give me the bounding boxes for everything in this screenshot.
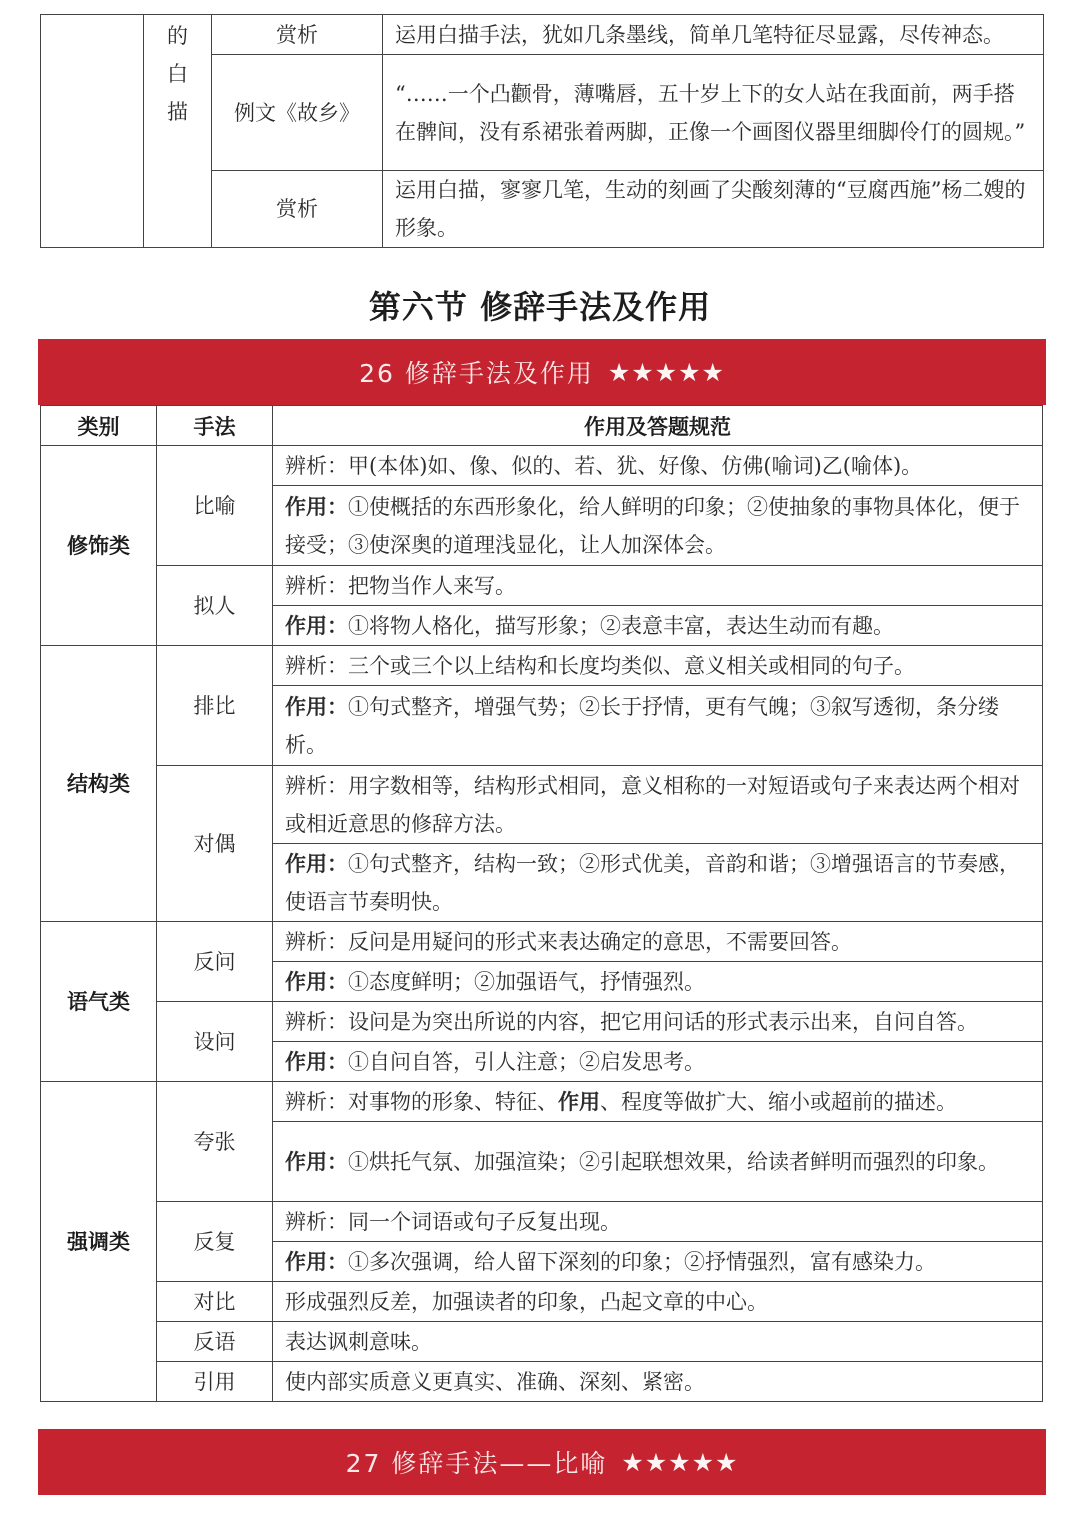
row-label: 例文《故乡》 [212, 55, 383, 171]
technique-cell: 拟人 [157, 566, 273, 646]
analysis-text: 设问是为突出所说的内容，把它用问话的形式表示出来，自问自答。 [348, 1009, 978, 1034]
function-text: ①态度鲜明；②加强语气，抒情强烈。 [348, 969, 705, 994]
section-banner [38, 339, 1046, 405]
function-cell [273, 1042, 1043, 1082]
row-text: 运用白描，寥寥几笔，生动的刻画了尖酸刻薄的“豆腐西施”杨二嫂的形象。 [383, 171, 1044, 248]
function-prefix: 作用： [285, 1049, 348, 1074]
analysis-prefix: 辨析： [285, 929, 348, 954]
vertical-char: 描 [167, 100, 188, 124]
header-technique: 手法 [157, 406, 273, 446]
function-text-cell: 形成强烈反差，加强读者的印象，凸起文章的中心。 [273, 1282, 1043, 1322]
vertical-label-cell [144, 15, 212, 248]
analysis-text: 甲(本体)如、像、似的、若、犹、好像、仿佛(喻词)乙(喻体)。 [348, 453, 923, 478]
function-text-cell: 使内部实质意义更真实、准确、深刻、紧密。 [273, 1362, 1043, 1402]
function-text: ①多次强调，给人留下深刻的印象；②抒情强烈，富有感染力。 [348, 1249, 936, 1274]
analysis-text: 用字数相等，结构形式相同，意义相称的一对短语或句子来表达两个相对或相近意思的修辞方法。 [285, 773, 1020, 836]
function-prefix: 作用： [285, 969, 348, 994]
analysis-text: 三个或三个以上结构和长度均类似、意义相关或相同的句子。 [348, 653, 915, 678]
star-rating: ★★★★★ [607, 357, 725, 387]
function-cell [273, 1242, 1043, 1282]
technique-cell: 引用 [157, 1362, 273, 1402]
vertical-char: 的 [167, 24, 188, 48]
category-cell: 结构类 [41, 646, 157, 922]
analysis-cell [273, 1002, 1043, 1042]
function-text: ①烘托气氛、加强渲染；②引起联想效果，给读者鲜明而强烈的印象。 [348, 1149, 999, 1174]
function-text: ①句式整齐，结构一致；②形式优美，音韵和谐；③增强语言的节奏感，使语言节奏明快。 [285, 851, 1020, 914]
function-prefix: 作用： [285, 1149, 348, 1174]
analysis-cell [273, 1082, 1043, 1122]
row-text: 运用白描手法，犹如几条墨线，简单几笔特征尽显露，尽传神态。 [383, 15, 1044, 55]
row-label: 赏析 [212, 15, 383, 55]
function-cell [273, 606, 1043, 646]
analysis-bold-term: 作用 [558, 1089, 600, 1114]
analysis-prefix: 辨析： [285, 453, 348, 478]
baimiao-table [40, 14, 1044, 248]
analysis-cell [273, 1202, 1043, 1242]
header-category: 类别 [41, 406, 157, 446]
star-rating: ★★★★★ [621, 1447, 739, 1477]
function-prefix: 作用： [285, 851, 348, 876]
technique-cell: 对比 [157, 1282, 273, 1322]
analysis-cell [273, 446, 1043, 486]
technique-cell: 反问 [157, 922, 273, 1002]
analysis-text: 把物当作人来写。 [348, 573, 516, 598]
analysis-text: 同一个词语或句子反复出现。 [348, 1209, 621, 1234]
analysis-prefix: 辨析： [285, 1209, 348, 1234]
banner-title: 26 修辞手法及作用 [359, 359, 594, 388]
vertical-char: 白 [167, 62, 188, 86]
function-prefix: 作用： [285, 494, 348, 519]
analysis-prefix: 辨析： [285, 1009, 348, 1034]
technique-cell: 对偶 [157, 766, 273, 922]
technique-cell: 夸张 [157, 1082, 273, 1202]
function-cell [273, 844, 1043, 922]
row-text: “……一个凸颧骨，薄嘴唇，五十岁上下的女人站在我面前，两手搭在髀间，没有系裙张着两脚，正像一个画图仪器里细脚伶仃的圆规。” [383, 55, 1044, 171]
function-prefix: 作用： [285, 613, 348, 638]
analysis-prefix: 辨析： [285, 1089, 348, 1114]
analysis-text: 、程度等做扩大、缩小或超前的描述。 [600, 1089, 957, 1114]
row-label: 赏析 [212, 171, 383, 248]
section-title: 第六节 修辞手法及作用 [368, 288, 712, 326]
analysis-text: 对事物的形象、特征、 [348, 1089, 558, 1114]
technique-cell: 设问 [157, 1002, 273, 1082]
function-prefix: 作用： [285, 1249, 348, 1274]
function-text-cell: 表达讽刺意味。 [273, 1322, 1043, 1362]
category-cell: 语气类 [41, 922, 157, 1082]
analysis-cell [273, 566, 1043, 606]
technique-cell: 反语 [157, 1322, 273, 1362]
analysis-prefix: 辨析： [285, 653, 348, 678]
technique-cell: 排比 [157, 646, 273, 766]
analysis-cell [273, 922, 1043, 962]
function-text: ①句式整齐，增强气势；②长于抒情，更有气魄；③叙写透彻，条分缕析。 [285, 694, 999, 757]
section-banner [38, 1429, 1046, 1495]
function-prefix: 作用： [285, 694, 348, 719]
analysis-cell [273, 766, 1043, 844]
banner-title: 27 修辞手法——比喻 [345, 1449, 608, 1478]
function-cell [273, 962, 1043, 1002]
function-text: ①使概括的东西形象化，给人鲜明的印象；②使抽象的事物具体化，便于接受；③使深奥的道理浅显化，让人加深体会。 [285, 494, 1020, 557]
category-cell: 修饰类 [41, 446, 157, 646]
function-cell [273, 1122, 1043, 1202]
function-text: ①将物人格化，描写形象；②表意丰富，表达生动而有趣。 [348, 613, 894, 638]
function-text: ①自问自答，引人注意；②启发思考。 [348, 1049, 705, 1074]
analysis-text: 反问是用疑问的形式来表达确定的意思，不需要回答。 [348, 929, 852, 954]
analysis-prefix: 辨析： [285, 573, 348, 598]
function-cell [273, 486, 1043, 566]
technique-cell: 反复 [157, 1202, 273, 1282]
header-function: 作用及答题规范 [273, 406, 1043, 446]
category-cell: 强调类 [41, 1082, 157, 1402]
function-cell [273, 686, 1043, 766]
analysis-cell [273, 646, 1043, 686]
rhetoric-table [40, 405, 1043, 1402]
technique-cell: 比喻 [157, 446, 273, 566]
analysis-prefix: 辨析： [285, 773, 348, 798]
blank-category-cell [41, 15, 144, 248]
